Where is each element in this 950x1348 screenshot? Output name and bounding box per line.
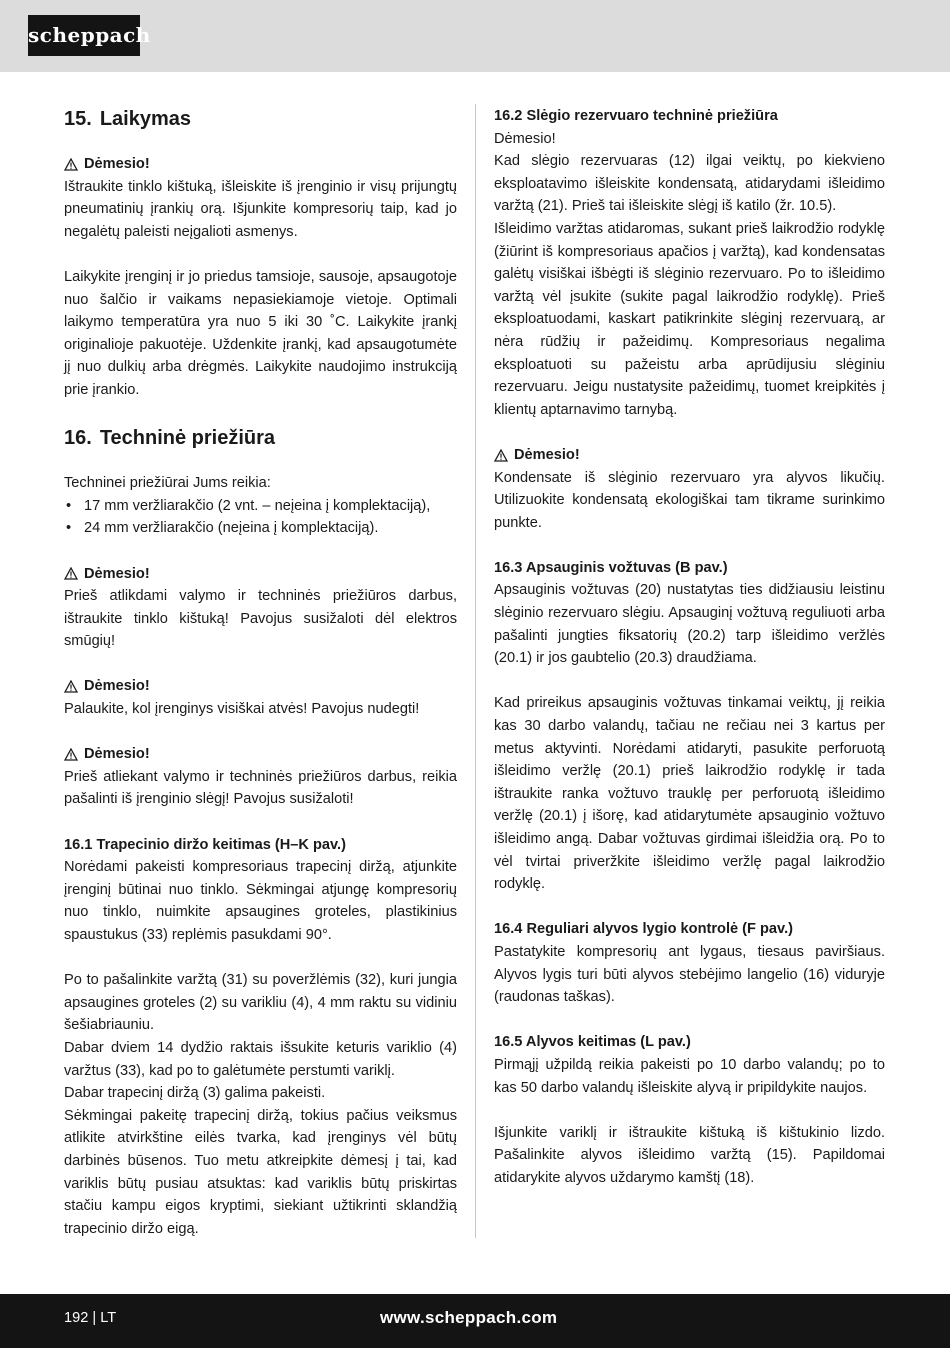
warning-triangle-icon — [64, 748, 78, 761]
warning-triangle-icon — [494, 449, 508, 462]
list-item: • 24 mm veržliarakčio (neįeina į komplektaciją). — [64, 517, 457, 540]
warning-text: Ištraukite tinklo kištuką, išleiskite iš įrenginio ir visų prijungtų pneumatinių įrankių orą. Išjunkite kompresorių taip, kad jo negalėtų paleisti neįgalioti asmenys. — [64, 178, 457, 240]
paragraph: Po to pašalinkite varžtą (31) su poveržlėmis (32), kuri jungia apsaugines groteles (2) su varikliu (4), 4 mm raktu su vidiniu šešiabriauniu. — [64, 972, 457, 1034]
paragraph: Dabar dviem 14 dydžio raktais išsukite keturis variklio (4) varžtus (33), kad po to galėtumėte perstumti variklį. — [64, 1039, 457, 1079]
subsection-16-5-title: 16.5 Alyvos keitimas (L pav.) — [494, 1034, 691, 1051]
section-16-number: 16. — [64, 427, 92, 450]
list-item: • 17 mm veržliarakčio (2 vnt. – neįeina į komplektaciją), — [64, 495, 457, 518]
brand-logo: scheppach — [28, 15, 140, 56]
warning-text: Prieš atlikdami valymo ir techninės priežiūros darbus, ištraukite tinklo kištuką! Pavojus susižaloti dėl elektros smūgių! — [64, 588, 457, 650]
right-column — [494, 105, 885, 1190]
warning-text: Kondensate iš slėginio rezervuaro yra alyvos likučių. Utilizuokite kondensatą ekologiškai tam tikrame surinkimo punkte. — [494, 469, 885, 531]
warning-triangle-icon — [64, 680, 78, 693]
paragraph: Išjunkite variklį ir ištraukite kištuką iš kištukinio lizdo. Pašalinkite alyvos išleidimo varžtą (15). Papildomai atidarykite alyvos uždarymo kamštį (18). — [494, 1124, 885, 1186]
subsection-16-3-title: 16.3 Apsauginis vožtuvas (B pav.) — [494, 559, 728, 576]
footer-bar — [0, 1294, 950, 1348]
paragraph: Pastatykite kompresorių ant lygaus, tiesaus paviršiaus. Alyvos lygis turi būti alyvos stebėjimo langelio (16) viduryje (raudonas taškas). — [494, 943, 885, 1006]
header-bar — [0, 0, 950, 72]
warning-triangle-icon — [64, 567, 78, 580]
warning-heading: Dėmesio! — [64, 563, 457, 586]
warning-label: Dėmesio! — [494, 130, 556, 147]
warning-heading: Dėmesio! — [494, 444, 885, 467]
warning-text: Palaukite, kol įrenginys visiškai atvės! Pavojus nudegti! — [64, 701, 420, 718]
subsection-16-2-title: 16.2 Slėgio rezervuaro techninė priežiūra — [494, 108, 778, 124]
paragraph: Pirmąjį užpildą reikia pakeisti po 10 darbo valandų; po to kas 50 darbo valandų išleiskite alyvą ir pripildykite naujos. — [494, 1056, 885, 1096]
paragraph: Apsauginis vožtuvas (20) nustatytas ties didžiausiu leistinu slėginio rezervuaro slėgiu. Apsauginį vožtuvą reguliuoti arba pašalinti jungties fiksatorių (20.2) tarp išleidimo veržlės (20.1) ir jos gaubtelio (20.3) draudžiama. — [494, 582, 885, 667]
warning-heading: Dėmesio! — [64, 743, 457, 766]
paragraph: Kad slėgio rezervuaras (12) ilgai veiktų, po kiekvieno eksploatavimo išleiskite kondensatą, atidarydami išleidimo varžtą (21). Prieš tai išleiskite slėgį iš katilo (žr. 10.5). — [494, 153, 885, 215]
paragraph: Kad prireikus apsauginis vožtuvas tinkamai veiktų, jį reikia kas 30 darbo valandų, tačiau ne rečiau nei 3 kartus per metus aktyvinti. Norėdami atidaryti, pasukite perforuotą išleidimo veržlę (20.1) prieš laikrodžio rodyklę ir tada ištraukite ranka vožtuvo trauklę per perforuotą išleidimo veržlę (20.1) į išorę, kad atidarytumėte apsauginio vožtuvo išleidimo angą. Dabar vožtuvas girdimai išleidžia orą. Po to vėl tvirtai priveržkite išleidimo veržlę pagal laikrodžio rodyklę. — [494, 695, 885, 893]
left-column — [64, 105, 457, 1240]
tools-intro: Techninei priežiūrai Jums reikia: — [64, 475, 271, 492]
section-16-heading — [64, 424, 457, 452]
tools-list — [64, 495, 457, 540]
section-16-title: Techninė priežiūra — [99, 427, 276, 450]
website-link[interactable]: www.scheppach.com — [380, 1308, 558, 1327]
paragraph: Dabar trapecinį diržą (3) galima pakeisti. — [64, 1085, 326, 1102]
warning-heading: Dėmesio! — [64, 153, 457, 176]
warning-triangle-icon — [64, 158, 78, 171]
storage-paragraph: Laikykite įrenginį ir jo priedus tamsioje, sausoje, apsaugotoje nuo šalčio ir vaikams nepasiekiamoje vietoje. Optimali laikymo temperatūra yra nuo 5 iki 30 ˚C. Laikykite įrankį originalioje pakuotėje. Uždenkite įrankį, kad apsaugotumėte jį nuo dulkių arba drėgmės. Laikykite naudojimo instrukciją prie įrankio. — [64, 268, 457, 398]
warning-text: Prieš atliekant valymo ir techninės priežiūros darbus, reikia pašalinti iš įrenginio slėgį! Pavojus susižaloti! — [64, 768, 457, 808]
paragraph: Sėkmingai pakeitę trapecinį diržą, tokius pačius veiksmus atlikite atvirkštine eilės tvarka, kad įrenginys vėl būtų darbinės būsenos. Tuo metu atkreipkite dėmesį į tai, kad variklis būtų pusiau atsuktas: kad variklis būtų priskirtas stačiu kampu eigos kryptimi, siekiant užtikrinti sklandžią trapecinio diržo eigą. — [64, 1107, 457, 1237]
section-15-title: Laikymas — [99, 108, 191, 130]
column-divider — [475, 104, 476, 1238]
page-number: 192 | LT — [64, 1310, 117, 1326]
paragraph: Išleidimo varžtas atidaromas, sukant prieš laikrodžio rodyklę (žiūrint iš kompresoriaus apačios į varžtą), kad kondensatas galėtų visiškai išbėgti iš slėginio rezervuaro. Po to išleidimo varžtą vėl įsukite (sukite pagal laikrodžio rodyklę). Prieš eksploatuodami, kaskart patikrinkite slėginį rezervuarą, ar nėra rūdžių ir pažeidimų. Kompresoriaus negalima eksploatuoti su pažeistu arba aprūdijusiu slėginiu rezervuaru. Jeigu nustatysite pažeidimų, tuomet kreipkitės į klientų aptarnavimo tarnybą. — [494, 220, 885, 418]
section-15-heading — [64, 105, 457, 133]
section-15-number: 15. — [64, 108, 92, 130]
subsection-16-1-title: 16.1 Trapecinio diržo keitimas (H–K pav.) — [64, 836, 346, 853]
paragraph: Norėdami pakeisti kompresoriaus trapecinį diržą, atjunkite įrenginį būtinai nuo tinklo. Sėkmingai atjungę kompresorių nuo tinklo, nuimkite apsaugines groteles, plastikinius spaustukus (33) replėmis pasukdami 90°. — [64, 859, 457, 943]
subsection-16-4-title: 16.4 Reguliari alyvos lygio kontrolė (F pav.) — [494, 921, 793, 938]
warning-heading: Dėmesio! — [64, 675, 457, 698]
